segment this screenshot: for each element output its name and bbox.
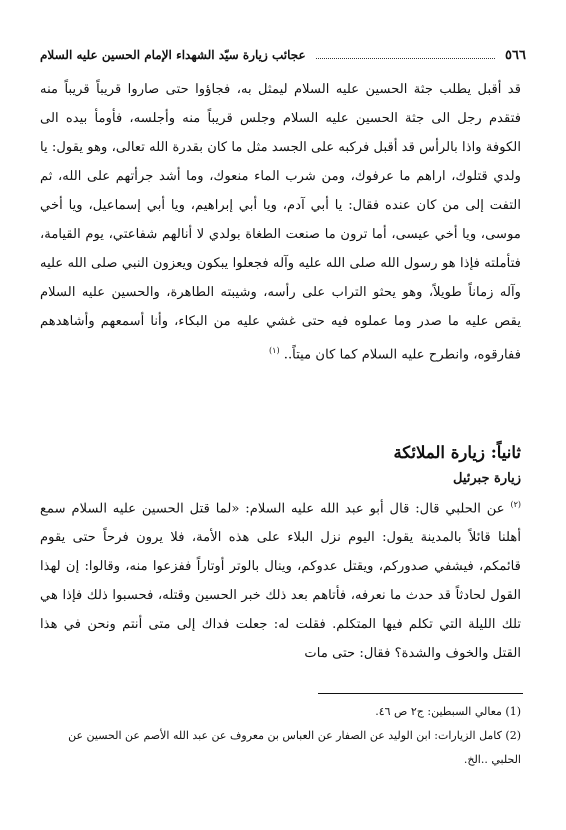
passage-gabriel [40,490,521,668]
footnote-mark: (2) [505,729,521,742]
footnote-1 [40,700,521,724]
passage-text: قد أقبل يطلب جثة الحسين عليه السلام ليمثل به، فجاؤوا حتى صاروا قريباً قريباً منه فتقدم رجل الى جثة الحسين عليه السلام وجلس قريباً منه وأجلسه، فأومأ بيده الى الكوفة واذا بالرأس قد أقبل فركبه على الجسد مثل ما كان بقدرة الله تعالى، وهو يقول: يا ولدي قتلوك، اراهم ما عرفوك، ومن شرب الماء منعوك، وما أشد جرأتهم على الله، ثم التفت إلى من كان عنده فقال: يا أبي آدم، ويا أبي إبراهيم، ويا أبي إسماعيل، ويا أخي موسى، ويا أخي عيسى، أما ترون ما صنعت الطغاة بولدي لا أنالهم شفاعتي، يوم القيامة، فتأملته فإذا هو رسول الله صلى الله عليه وآله فجعلوا يبكون ويعزون النبي صلى الله عليه وآله زماناً طويلاً، وهو يحثو التراب على رأسه، وشيبته الطاهرة، والحسين عليه السلام يقص عليه ما صدر وما عملوه فيه حتى غشي عليه من البكاء، وأنا أسمعهم وأشاهدهم ففارقوه، وانطرح عليه السلام كما كان ميتاً.. [40,82,521,363]
footnote-mark: (1) [505,705,521,718]
footnotes [40,700,521,772]
running-header [40,44,526,66]
footnote-text: كامل الزيارات: ابن الوليد عن الصفار عن العباس بن معروف عن عبد الله الأصم عن الحسين عن الحلبي ..الخ. [68,729,521,766]
page-number: ٥٦٦ [505,47,526,63]
sub-heading: زيارة جبرئيل [453,471,521,486]
header-leader-dots [316,58,495,59]
passage-text: عن الحلبي قال: قال أبو عبد الله عليه السلام: «لما قتل الحسين عليه السلام سمع أهلنا قائلاً بالمدينة يقول: اليوم نزل البلاء على هذه الأمة، فلا يرون فرحاً حتى يقوم قائمكم، فيشفي صدوركم، ويقتل عدوكم، وينال بالوتر أوتاراً ففزعوا منه، وقالوا: إن لهذا القول لحادثاً قد حدث ما نعرفه، فأتاهم بعد ذلك خبر الحسين وقتله، فحسبوا ذلك فإذا هي تلك الليلة التي تكلم فيها المتكلم. فقلت له: جعلت فداك إلى متى أنتم ونحن في هذا القتل والخوف والشدة؟ فقال: حتى مات [40,501,521,662]
footnote-ref-2: (٢) [510,500,521,509]
passage-continued [40,75,521,369]
footnote-divider [318,693,523,694]
footnote-ref-1: (١) [269,346,280,355]
running-title: عجائب زيارة سيّد الشهداء الإمام الحسين عليه السلام [40,48,306,62]
footnote-text: معالي السبطين: ج٢ ص ٤٦. [375,705,502,718]
footnote-2 [40,724,521,772]
section-heading: ثانياً: زيارة الملائكة [393,443,521,462]
